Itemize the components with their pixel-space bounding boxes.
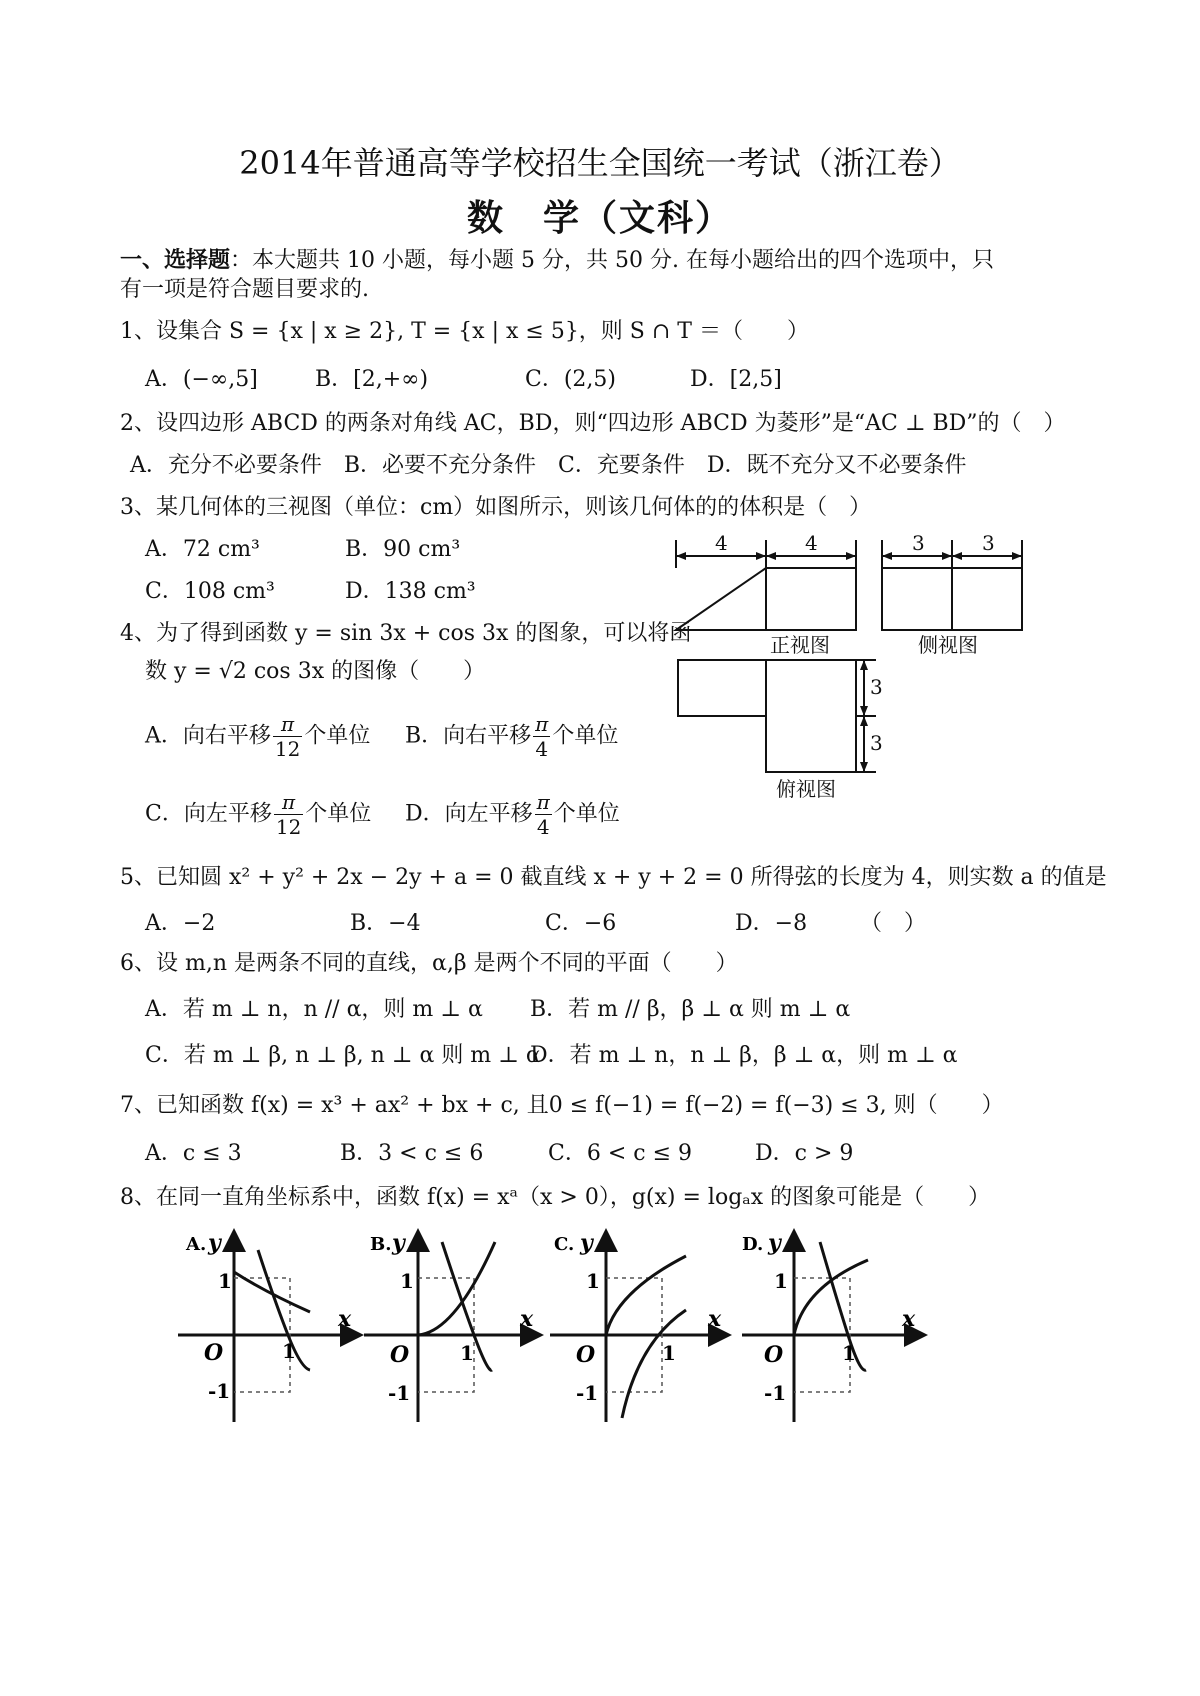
- q6-option-d: D．若 m ⊥ n，n ⊥ β，β ⊥ α，则 m ⊥ α: [530, 1043, 958, 1068]
- q4-stem-line2: 数 y = √2 cos 3x 的图像（ ）: [145, 659, 486, 684]
- graph-b: [364, 1230, 538, 1422]
- graph-d-x-label: x: [902, 1306, 916, 1332]
- q4-b-fraction: [533, 712, 550, 761]
- graph-a: [178, 1230, 358, 1422]
- q1-option-c: C．(2,5): [525, 367, 616, 392]
- q6-stem: 6、设 m,n 是两条不同的直线，α,β 是两个不同的平面（ ）: [120, 951, 738, 976]
- q4-c-denominator: 12: [275, 815, 302, 839]
- q2-stem: 2、设四边形 ABCD 的两条对角线 AC，BD，则“四边形 ABCD 为菱形”是“AC ⊥ BD”的（ ）: [120, 411, 1066, 436]
- q1-option-b: B．[2,+∞): [315, 367, 429, 392]
- q7-option-d: D．c > 9: [755, 1141, 854, 1166]
- q4-c-numerator: π: [274, 790, 303, 815]
- q3-option-c: C．108 cm³: [145, 579, 275, 604]
- graph-a-x-one: 1: [282, 1339, 296, 1363]
- q4-b-denominator: 4: [535, 737, 549, 761]
- graph-d-neg-one: -1: [764, 1381, 787, 1405]
- exam-title: 2014年普通高等学校招生全国统一考试（浙江卷）: [239, 144, 961, 182]
- q6-option-c: C．若 m ⊥ β, n ⊥ β, n ⊥ α 则 m ⊥ α: [145, 1043, 541, 1068]
- q4-b-suffix: 个单位: [552, 723, 619, 749]
- graph-a-x-label: x: [338, 1306, 352, 1332]
- q4-option-d: [405, 790, 620, 839]
- q7-option-a: A．c ≤ 3: [145, 1141, 242, 1166]
- q3-stem: 3、某几何体的三视图（单位：cm）如图所示，则该几何体的的体积是（ ）: [120, 495, 872, 520]
- graph-a-origin: O: [204, 1340, 224, 1366]
- q7-option-c: C．6 < c ≤ 9: [548, 1141, 692, 1166]
- graph-c-log-curve: [622, 1310, 686, 1418]
- top-view-label: 俯视图: [776, 777, 836, 801]
- q5-option-d: D．−8: [735, 911, 808, 936]
- graph-c-power-curve: [606, 1256, 686, 1335]
- section-text-line2: 有一项是符合题目要求的.: [120, 277, 369, 302]
- q4-b-prefix: B．向右平移: [405, 723, 532, 749]
- graph-c-x-label: x: [708, 1306, 722, 1332]
- q5-stem: 5、已知圆 x² + y² + 2x − 2y + a = 0 截直线 x + y + 2 = 0 所得弦的长度为 4，则实数 a 的值是: [120, 865, 1107, 890]
- section-header: [120, 246, 994, 275]
- q4-stem-line1: 4、为了得到函数 y = sin 3x + cos 3x 的图象，可以将函: [120, 621, 692, 646]
- graph-d-y-label: y: [768, 1230, 781, 1256]
- side-view-label: 侧视图: [918, 633, 978, 657]
- section-text-line1: ：本大题共 10 小题，每小题 5 分，共 50 分. 在每小题给出的四个选项中，只: [230, 248, 994, 273]
- graph-d-power-curve: [794, 1260, 868, 1335]
- q4-d-fraction: [535, 790, 552, 839]
- graph-c-y-one: 1: [586, 1269, 600, 1293]
- graph-d: [742, 1230, 922, 1422]
- graph-b-label: B.: [370, 1234, 392, 1255]
- three-view-figure: [660, 528, 1040, 808]
- front-view-rect: [766, 568, 856, 630]
- graph-b-neg-one: -1: [388, 1381, 411, 1405]
- q4-d-prefix: D．向左平移: [405, 801, 533, 827]
- q2-options: A．充分不必要条件 B．必要不充分条件 C．充要条件 D．既不充分又不必要条件: [130, 453, 967, 478]
- graph-b-x-label: x: [520, 1306, 534, 1332]
- q3-option-b: B．90 cm³: [345, 537, 461, 562]
- dim-front-left: 4: [715, 531, 728, 555]
- front-view-label: 正视图: [770, 633, 830, 657]
- graph-c-origin: O: [576, 1342, 596, 1368]
- q4-d-suffix: 个单位: [553, 801, 620, 827]
- q4-b-numerator: π: [535, 712, 549, 736]
- q4-a-prefix: A．向右平移: [145, 723, 271, 749]
- graph-a-label: A.: [186, 1234, 207, 1255]
- graph-d-y-one: 1: [774, 1269, 788, 1293]
- graph-d-origin: O: [764, 1342, 784, 1368]
- dim-front-right: 4: [805, 531, 818, 555]
- q4-option-c: [145, 790, 371, 839]
- graph-d-label: D.: [742, 1234, 764, 1255]
- q5-answer-paren: （ ）: [860, 911, 927, 936]
- top-view-right-rect: [766, 660, 856, 772]
- graph-b-y-one: 1: [400, 1269, 414, 1293]
- graph-c-label: C.: [554, 1234, 575, 1255]
- q7-option-b: B．3 < c ≤ 6: [340, 1141, 484, 1166]
- q1-option-d: D．[2,5]: [690, 367, 782, 392]
- q4-c-fraction: [274, 790, 303, 839]
- q3-option-d: D．138 cm³: [345, 579, 476, 604]
- q4-d-denominator: 4: [536, 815, 550, 839]
- q5-option-b: B．−4: [350, 911, 421, 936]
- q4-option-a: [145, 712, 370, 761]
- q4-option-b: [405, 712, 618, 761]
- dim-side-right: 3: [982, 531, 995, 555]
- q4-a-denominator: 12: [274, 737, 301, 761]
- top-view-left-rect: [678, 660, 766, 716]
- q3-option-a: A．72 cm³: [145, 537, 260, 562]
- q7-stem: 7、已知函数 f(x) = x³ + ax² + bx + c, 且0 ≤ f(−1) = f(−2) = f(−3) ≤ 3, 则（ ）: [120, 1093, 1004, 1118]
- graph-c-neg-one: -1: [576, 1381, 599, 1405]
- graph-a-neg-one: -1: [208, 1379, 231, 1403]
- q4-a-fraction: [273, 712, 302, 761]
- graph-d-x-one: 1: [842, 1341, 856, 1365]
- q1-stem: 1、设集合 S = {x | x ≥ 2}, T = {x | x ≤ 5}，则 S ∩ T ＝（ ）: [120, 319, 809, 344]
- graph-c: [550, 1230, 726, 1422]
- dim-top-lower: 3: [870, 731, 883, 755]
- exam-subtitle: 数 学（文科）: [466, 197, 733, 239]
- q5-option-a: A．−2: [145, 911, 216, 936]
- graph-c-x-one: 1: [662, 1341, 676, 1365]
- graph-b-y-label: y: [392, 1230, 405, 1256]
- q8-stem: 8、在同一直角坐标系中，函数 f(x) = xᵃ（x > 0），g(x) = logₐx 的图象可能是（ ）: [120, 1185, 991, 1210]
- q4-d-numerator: π: [536, 790, 550, 814]
- dim-side-left: 3: [912, 531, 925, 555]
- graph-a-y-one: 1: [218, 1269, 232, 1293]
- q4-a-suffix: 个单位: [304, 723, 371, 749]
- section-label: 一、选择题: [120, 247, 231, 273]
- graph-b-x-one: 1: [460, 1341, 474, 1365]
- q4-a-numerator: π: [273, 712, 302, 737]
- graph-b-origin: O: [390, 1342, 410, 1368]
- q5-option-c: C．−6: [545, 911, 617, 936]
- q6-option-a: A．若 m ⊥ n，n // α，则 m ⊥ α: [145, 997, 483, 1022]
- q6-option-b: B．若 m // β，β ⊥ α 则 m ⊥ α: [530, 997, 851, 1022]
- q4-c-prefix: C．向左平移: [145, 801, 272, 827]
- q4-c-suffix: 个单位: [305, 801, 372, 827]
- graph-c-y-label: y: [580, 1230, 593, 1256]
- q1-option-a: A．(−∞,5]: [145, 367, 258, 392]
- dim-top-upper: 3: [870, 675, 883, 699]
- q8-graphs: [170, 1222, 930, 1432]
- graph-a-y-label: y: [208, 1230, 221, 1256]
